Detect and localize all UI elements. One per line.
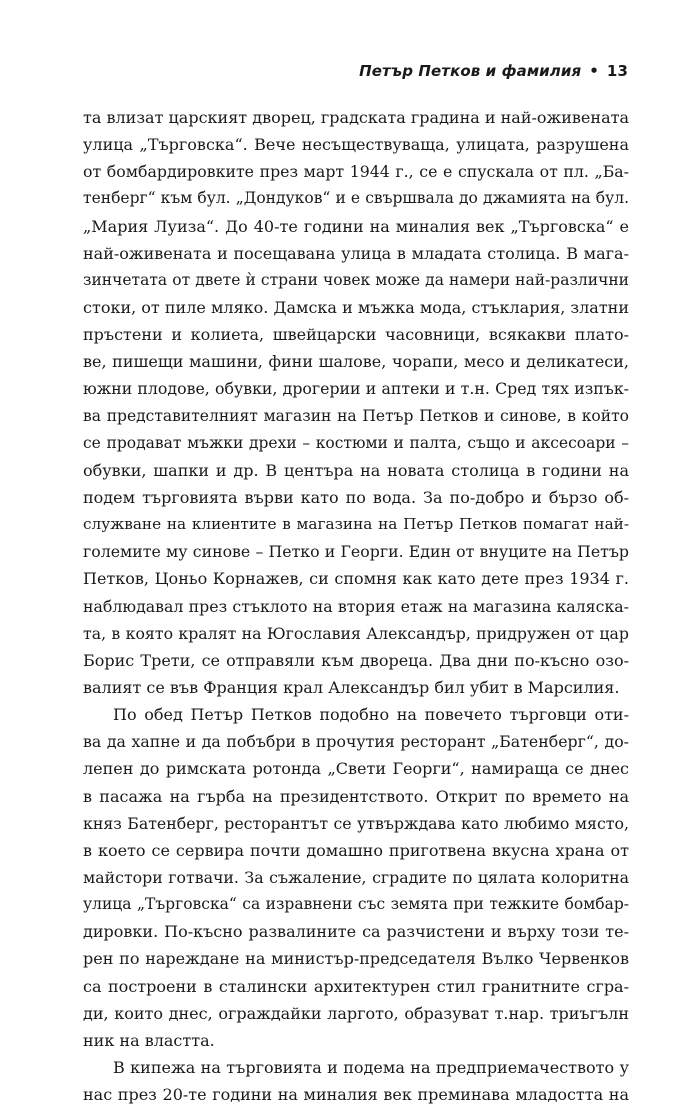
text-line: са построени в сталински архитектурен стил гранитните сгра- [83, 976, 629, 996]
text-line: ва представителният магазин на Петър Петков и синове, в който [83, 406, 629, 425]
text-line: дировки. По-късно развалините са разчистени и върху този те- [83, 922, 629, 942]
text-line: та влизат царският дворец, градската градина и най-оживената [83, 108, 629, 127]
text-line: служване на клиентите в магазина на Петър Петков помагат най- [83, 515, 629, 534]
paragraph-start-line: В кипежа на търговията и подема на предприемачеството у [113, 1057, 629, 1077]
text-line: ва да хапне и да побъбри в прочутия ресторант „Батенберг“, до- [83, 732, 629, 752]
text-line: големите му синове – Петко и Георги. Един от внуците на Петър [83, 542, 629, 562]
text-line: улица „Търговска“. Вече несъществуваща, улицата, разрушена [83, 135, 629, 155]
text-line: обувки, шапки и др. В центъра на новата столица в години на [83, 460, 629, 480]
text-line: пръстени и колиета, швейцарски часовници, всякакви плато- [83, 325, 629, 345]
running-head [0, 62, 628, 80]
bullet-separator: • [589, 62, 599, 80]
text-line: наблюдавал през стъклото на втория етаж на магазина каляска- [83, 596, 629, 616]
text-line: улица „Търговска“ са изравнени със земята при тежките бомбар- [83, 895, 629, 914]
text-line: в пасажа на гърба на президентството. Открит по времето на [83, 786, 629, 806]
text-line: майстори готвачи. За съжаление, сградите по цялата колоритна [83, 867, 629, 887]
text-line: та, в която кралят на Югославия Александър, придружен от цар [83, 623, 629, 643]
text-line: се продават мъжки дрехи – костюми и палта, също и аксесоари – [83, 433, 629, 452]
text-line: южни плодове, обувки, дрогерии и аптеки и т.н. Сред тях изпък- [83, 379, 629, 399]
text-line: тенберг“ към бул. „Дондуков“ и е свършвала до джамията на бул. [83, 189, 629, 208]
text-line: ве, пишещи машини, фини шалове, чорапи, месо и деликатеси, [83, 352, 629, 372]
body-text [83, 104, 629, 1108]
running-head-title: Петър Петков и фамилия [359, 62, 582, 80]
text-line: зинчетата от двете ѝ страни човек може да намери най-различни [83, 270, 629, 289]
text-line: княз Батенберг, ресторантът се утвърждава като любимо място, [83, 813, 629, 833]
paragraph-start-line: По обед Петър Петков подобно на повечето търговци оти- [113, 705, 629, 725]
text-line: „Мария Луиза“. До 40-те години на миналия век „Търговска“ е [83, 216, 629, 236]
page-number: 13 [606, 62, 628, 80]
text-line: Петков, Цоньо Корнажев, си спомня как като дете през 1934 г. [83, 569, 629, 589]
paragraph-end-line: валият се във Франция крал Александър бил убит в Марсилия. [83, 677, 620, 697]
text-line: рен по нареждане на министър-председателя Вълко Червенков [83, 949, 629, 969]
text-line: нас през 20-те години на миналия век преминава младостта на [83, 1085, 629, 1105]
paragraph-end-line: ник на властта. [83, 1030, 215, 1050]
text-line: от бомбардировките през март 1944 г., се е спускала от пл. „Ба- [83, 162, 629, 182]
text-line: стоки, от пиле мляко. Дамска и мъжка мода, стъклария, златни [83, 297, 629, 317]
text-line: лепен до римската ротонда „Свети Георги“, намираща се днес [83, 759, 629, 779]
text-line: най-оживената и посещавана улица в младата столица. В мага- [83, 243, 629, 263]
text-line: Борис Трети, се отправяли към двореца. Два дни по-късно озо- [83, 650, 629, 670]
text-line: ди, които днес, ограждайки ларгото, образуват т.нар. триъгълн [83, 1003, 629, 1023]
text-line: в което се сервира почти домашно приготвена вкусна храна от [83, 840, 629, 860]
text-line: подем търговията върви като по вода. За по-добро и бързо об- [83, 487, 629, 507]
